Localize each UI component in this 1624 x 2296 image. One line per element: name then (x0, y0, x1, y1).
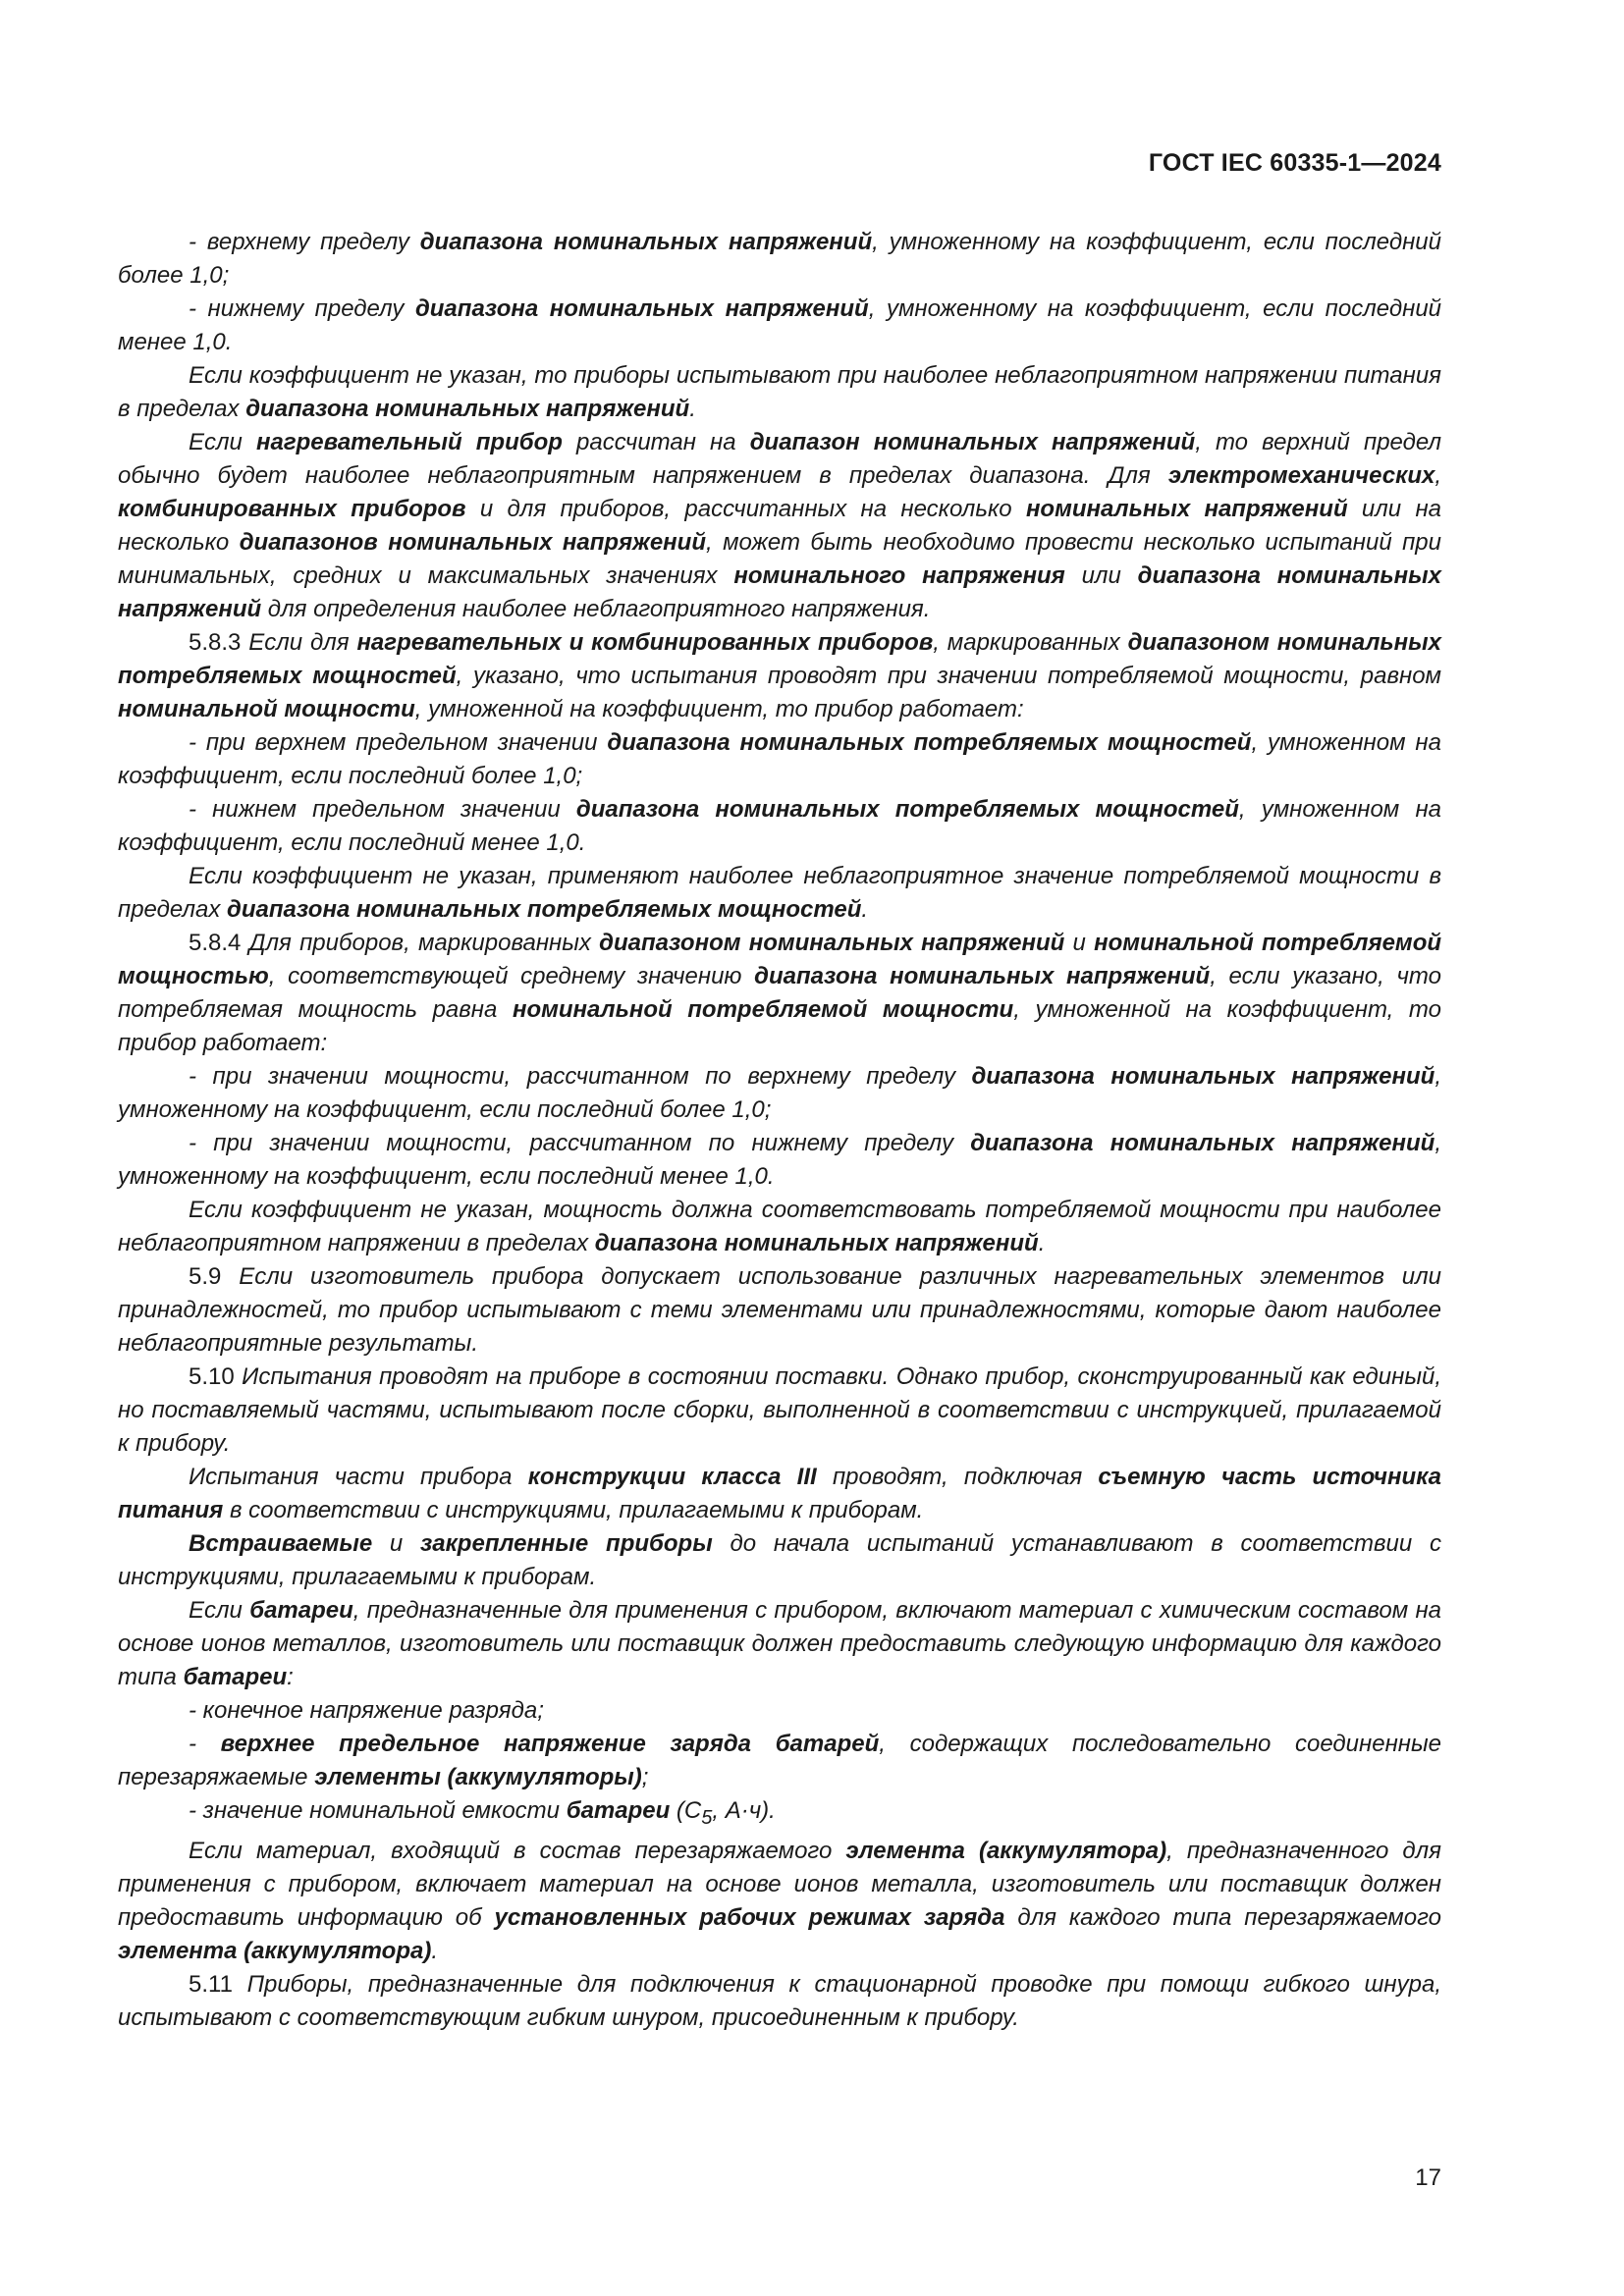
document-header: ГОСТ IEC 60335-1—2024 (1148, 149, 1441, 177)
subscript: 5 (701, 1806, 713, 1829)
bold-term: диапазонов номинальных напряжений (239, 529, 706, 556)
text-run: . (689, 396, 696, 422)
text-run: Если коэффициент не указан, применяют наиболее неблагоприятное значение потребляемой мощности в пределах (118, 863, 1441, 923)
text-run: для определения наиболее неблагоприятного напряжения. (261, 596, 931, 622)
paragraph (118, 1194, 1441, 1260)
section-number: 5.10 (189, 1363, 235, 1390)
bold-term: номинального напряжения (733, 562, 1065, 589)
bold-term: батареи (183, 1664, 288, 1690)
paragraph (118, 1835, 1441, 1968)
text-run: - (189, 1731, 221, 1757)
text-run: Если коэффициент не указан, мощность должна соответствовать потребляемой мощности при наиболее неблагоприятном напряжении в пределах (118, 1197, 1441, 1256)
text-run: - при значении мощности, рассчитанном по нижнему пределу (189, 1130, 971, 1156)
text-run: и для приборов, рассчитанных на несколько (465, 496, 1026, 522)
paragraph (118, 293, 1441, 359)
paragraph (118, 359, 1441, 426)
paragraph (118, 626, 1441, 726)
text-run: , предназначенного для применения с прибором, включает материал на основе ионов металла, изготовитель или поставщик должен предоставить информацию об (118, 1837, 1441, 1931)
text-run: проводят, подключая (816, 1464, 1099, 1490)
text-run: - при значении мощности, рассчитанном по верхнему пределу (189, 1063, 972, 1090)
bold-term: диапазона номинальных потребляемых мощностей (575, 796, 1239, 823)
text-run: . (861, 896, 869, 923)
text-run: Если (189, 1597, 250, 1624)
paragraph (118, 1694, 1441, 1728)
text-run: рассчитан на (562, 429, 750, 455)
paragraph (118, 226, 1441, 293)
bold-term: диапазона номинальных напряжений (754, 963, 1211, 989)
text-run: или на несколько (118, 496, 1442, 556)
text-run: : (287, 1664, 294, 1690)
text-run: - при верхнем предельном значении (189, 729, 608, 756)
bold-term: элемента (аккумулятора) (118, 1937, 432, 1964)
text-run: - значение номинальной емкости (189, 1797, 567, 1824)
text-run: , может быть необходимо провести несколько испытаний при минимальных, средних и максимальных значениях (118, 529, 1441, 589)
bold-term: нагревательный прибор (255, 429, 563, 455)
bold-term: диапазона номинальных напряжений (419, 229, 873, 255)
bold-term: номинальной потребляемой мощности (512, 996, 1014, 1023)
text-run: - нижнему пределу (189, 295, 415, 322)
text-run: до начала испытаний устанавливают в соответствии с инструкциями, прилагаемыми к приборам. (118, 1530, 1441, 1590)
text-run: , А·ч). (712, 1797, 776, 1824)
text-run: , умноженной на коэффициент, то прибор работает: (414, 696, 1024, 722)
text-run: в соответствии с инструкциями, прилагаемыми к приборам. (223, 1497, 924, 1523)
text-run: , умноженному на коэффициент, если последний более 1,0; (118, 1063, 1441, 1123)
bold-term: съемную часть источника питания (118, 1464, 1442, 1523)
bold-term: нагревательных и комбинированных приборов (356, 629, 934, 656)
paragraph (118, 726, 1441, 793)
document-body (118, 226, 1441, 2035)
text-run: и (372, 1530, 421, 1557)
bold-term: конструкции класса III (527, 1464, 817, 1490)
text-run: Если (189, 429, 256, 455)
paragraph (118, 1260, 1441, 1361)
bold-term: верхнее предельное напряжение заряда батарей (220, 1731, 880, 1757)
text-run: , то верхний предел обычно будет наиболее неблагоприятным напряжением в пределах диапазона. Для (118, 429, 1441, 489)
section-number: 5.11 (189, 1970, 233, 1998)
text-run: , умноженному на коэффициент, если последний менее 1,0. (118, 295, 1442, 355)
text-run: . (1038, 1230, 1046, 1256)
paragraph (118, 1728, 1441, 1794)
bold-term: элемента (аккумулятора) (845, 1837, 1167, 1864)
text-run: . (431, 1937, 438, 1964)
text-run: , умноженном на коэффициент, если последний более 1,0; (118, 729, 1441, 789)
paragraph (118, 1968, 1441, 2035)
text-run: Если изготовитель прибора допускает использование различных нагревательных элементов или принадлежностей, то прибор испытывают с теми элементами или принадлежностями, которые дают наиболее неблагоприятные результаты. (118, 1263, 1441, 1357)
bold-term: диапазона номинальных напряжений (971, 1063, 1435, 1090)
paragraph (118, 1461, 1441, 1527)
bold-term: комбинированных приборов (118, 496, 466, 522)
paragraph (118, 1527, 1441, 1594)
bold-term: закрепленные приборы (420, 1530, 713, 1557)
text-run: Испытания проводят на приборе в состоянии поставки. Однако прибор, сконструированный как единый, но поставляемый частями, испытывают после сборки, выполненной в соответствии с инструкцией, прилагаемой к прибору. (118, 1363, 1441, 1457)
text-run: , соответствующей среднему значению (268, 963, 755, 989)
text-run: - верхнему пределу (189, 229, 420, 255)
text-run: - конечное напряжение разряда; (189, 1697, 544, 1724)
paragraph (118, 426, 1441, 626)
text-run: , маркированных (933, 629, 1128, 656)
bold-term: диапазон номинальных напряжений (749, 429, 1196, 455)
paragraph (118, 1127, 1441, 1194)
text-run: , указано, что испытания проводят при значении потребляемой мощности, равном (456, 663, 1442, 689)
text-run: и (1064, 930, 1095, 956)
text-run: Если для (241, 629, 357, 656)
page-number: 17 (1415, 2164, 1441, 2191)
bold-term: диапазоном номинальных напряжений (599, 930, 1065, 956)
bold-term: диапазона номинальных напряжений (245, 396, 690, 422)
text-run: Для приборов, маркированных (241, 930, 600, 956)
text-run: (C (670, 1797, 702, 1824)
paragraph (118, 1794, 1441, 1835)
text-run: или (1064, 562, 1138, 589)
bold-term: диапазона номинальных потребляемых мощностей (227, 896, 862, 923)
bold-term: установленных рабочих режимах заряда (494, 1903, 1005, 1931)
paragraph (118, 1060, 1441, 1127)
text-run: Если коэффициент не указан, то приборы испытывают при наиболее неблагоприятном напряжении питания в пределах (118, 362, 1441, 422)
section-number: 5.8.4 (189, 930, 242, 956)
section-number: 5.9 (189, 1263, 222, 1290)
bold-term: номинальной мощности (118, 696, 415, 722)
bold-term: диапазоном номинальных потребляемых мощностей (118, 629, 1442, 689)
text-run: , если указано, что потребляемая мощность равна (118, 963, 1441, 1023)
text-run: , умноженному на коэффициент, если последний более 1,0; (118, 229, 1441, 289)
text-run: Если материал, входящий в состав перезаряжаемого (189, 1837, 846, 1864)
text-run: ; (641, 1764, 649, 1790)
text-run: , умноженном на коэффициент, если последний менее 1,0. (118, 796, 1441, 856)
text-run: - нижнем предельном значении (189, 796, 576, 823)
bold-term: электромеханических (1167, 462, 1435, 489)
text-run: , (1435, 462, 1441, 489)
bold-term: диапазона номинальных напряжений (594, 1230, 1039, 1256)
bold-term: диапазона номинальных напряжений (970, 1130, 1435, 1156)
bold-term: номинальной потребляемой мощностью (118, 930, 1442, 989)
text-run: , предназначенные для применения с прибором, включают материал с химическим составом на основе ионов металлов, изготовитель или поставщик должен предоставить следующую информацию для каждого типа (118, 1597, 1442, 1690)
paragraph (118, 793, 1441, 860)
bold-term: номинальных напряжений (1025, 496, 1348, 522)
text-run: , содержащих последовательно соединенные перезаряжаемые (118, 1731, 1442, 1790)
paragraph (118, 1361, 1441, 1461)
bold-term: диапазона номинальных напряжений (414, 295, 869, 322)
bold-term: диапазона номинальных напряжений (118, 562, 1441, 622)
text-run: Приборы, предназначенные для подключения к стационарной проводке при помощи гибкого шнура, испытывают с соответствующим гибким шнуром, присоединенным к прибору. (118, 1970, 1441, 2031)
section-number: 5.8.3 (189, 629, 242, 656)
paragraph (118, 1594, 1441, 1694)
text-run: , умноженной на коэффициент, то прибор работает: (118, 996, 1441, 1056)
text-run: Испытания части прибора (189, 1464, 528, 1490)
bold-term: батареи (249, 1597, 353, 1624)
text-run: , умноженному на коэффициент, если последний менее 1,0. (118, 1130, 1441, 1190)
bold-term: диапазона номинальных потребляемых мощностей (607, 729, 1252, 756)
bold-term: батареи (566, 1797, 671, 1824)
bold-term: элементы (аккумуляторы) (314, 1764, 642, 1790)
bold-term: Встраиваемые (189, 1530, 373, 1557)
text-run: для каждого типа перезаряжаемого (1004, 1903, 1442, 1931)
paragraph (118, 860, 1441, 927)
paragraph (118, 927, 1441, 1060)
